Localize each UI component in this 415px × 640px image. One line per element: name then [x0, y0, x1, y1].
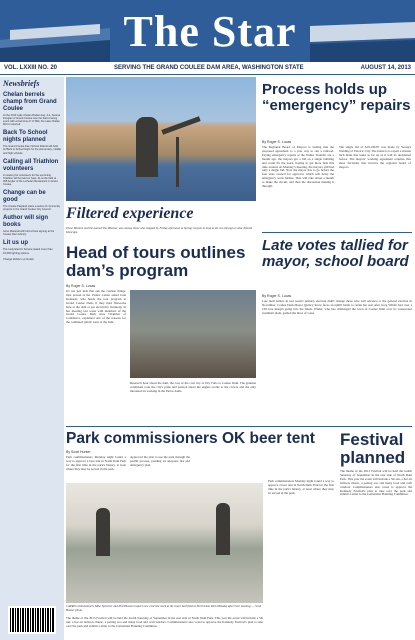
barcode: [8, 606, 56, 634]
volume-number: VOL. LXXIII NO. 20: [4, 65, 58, 71]
park-commissioners-headline: Park commissioners OK beer tent: [66, 430, 315, 447]
issue-date: AUGUST 14, 2013: [360, 65, 411, 71]
process-holds-body: The Regional Board of Mayors is feeling that the proposed agreement to a year way to run a railroad. Paying emergency repairs at the Dalles Transfer are a month ago, the mayors got a bid on a single building and could fix the work, hoping to get more bids this time around. At Monday’s meeting, the mayors still had only a single bid. Now the mayor has to go before the four state council for approval, which will delay the emergency work further. That will take about a month to make the circuit, and then the discussion making it through.: [262, 146, 334, 189]
brief-headline: Lit us up: [3, 240, 28, 247]
park-commissioners-byline: By Scott Hunter: [66, 450, 91, 454]
festival-body: The theme of the 2013 Festival will be held the fourth Saturday of September in the east side of North Dam Park. This year the event will include a 5K run, a hot air balloon, music, a petting zoo and many food and craft vendors. Commissioners also voted to approve the Kennedy Festival's plan to take over the park and submit a letter to the Centennial Planning Committee.: [340, 470, 412, 497]
commissioner-silhouette: [216, 503, 230, 555]
brief-text: The Grand Coulee Dam School District will hold its Back to School Night for the elementary, middle and high schools.: [3, 145, 61, 155]
brief-headline: Author will sign books: [3, 215, 48, 229]
tour-guide-photo: [130, 290, 256, 378]
process-holds-headline: Process holds up “emergency” repairs: [262, 81, 411, 114]
brief-text: The Coulee Playland starts a series of community projects in the Grand Coulee City Council.: [3, 205, 61, 212]
dam-illustration-left: [0, 0, 110, 62]
tagline: SERVING THE GRAND COULEE DAM AREA, WASHINGTON STATE: [113, 65, 304, 71]
divider: [262, 232, 412, 233]
ball-field-photo-caption: CAPRD commissioners Mike Sprecher and Phil Hanson inspect new concrete work at the lower ball field at North Dam Park Monday after their meeting. — Scott Hunter photo: [66, 605, 262, 612]
park-commissioners-body: Park commissioners Monday night found a way to approve a beer tent in North Dam Park for the first time in the park's history, at least where they may be served in the park.: [66, 456, 126, 471]
brief-text: The Lady Electric Service stated more than 10,000 lighting options.: [3, 248, 53, 255]
newspaper-title: The Star: [123, 7, 297, 56]
brief-text: At the 2013 Lake Chelan Rodeo Aug. 3-4, Serena Douglas of Grand Coulee won the barrel racing event with a final time of 17.804, the Lake Chelan Mirror reported.: [3, 114, 61, 127]
head-of-tours-body: It's not just kids that ask the craziest things. One person at the Visitor Center asked Joan Kennedy, who heads the tour program at Grand Coulee Dam, if they hold fireworks here at the dam or get electricity. Kennedy, in her meeting last week with members of the Grand Coulee Dam Area Chamber of Commerce, explained one of the reasons for the continued public tours at the dam.: [66, 290, 126, 325]
brief-text: Anne Marshall will hold a book signing at the Coulee Dam Library.: [3, 230, 55, 237]
brief-headline: Back To School nights planned: [3, 130, 48, 144]
newsbriefs-heading: Newsbriefs: [3, 79, 40, 88]
brief-headline: Change can be good: [3, 190, 46, 204]
brief-headline: Calling all Triathlon volunteers: [3, 158, 59, 172]
dam-illustration-right: [310, 0, 415, 62]
telescope-photo-caption: These Mission and the named The Mission, was among those who stopped by Friday afternoon at Spring Canyon to look at the sun through a solar filtered telescope.: [66, 227, 253, 234]
head-of-tours-headline: Head of tours outlines dam’s program: [66, 243, 246, 280]
brief-footer: Change delivers up broken: [3, 257, 35, 261]
commissioner-silhouette: [96, 508, 110, 556]
head-of-tours-byline: By Roger S. Lucas: [66, 284, 96, 288]
masthead: [0, 0, 415, 62]
newsbriefs-sidebar: [0, 77, 64, 640]
park-commissioners-body-more: The theme of the 2013 Festival will be held the fourth Saturday of September in the east side of North Dam Park. This year the event will include a 5K run, a hot air balloon, music, a petting zoo and many food and craft vendors. Commissioners also voted to approve the Kennedy Festival's plan to take over the park and submit a letter to the Centennial Planning Committee.: [66, 617, 263, 628]
brief-text: A meeting for volunteers for the upcoming Triathlon will be held on Sept. 21 at the field at 305 Angler of the Lutheran Restaurant in Grand Coulee.: [3, 173, 58, 186]
late-votes-body: Late mail ballots in last week's primary election didn't change those who will advance to the general election in November. Coulee Dam Mayor Quincy Snow faces an uphill battle to retain her seat after Greg Wilder had over a 100-vote margin going into the finals. Wilder, who has challenged the town of Coulee Dam over its wastewater treatment plant, gained the three of votes.: [262, 300, 412, 315]
park-commissioners-body-continued: Approved the plan to use the park through the permit process, pending an adequate fire and emergency plan.: [130, 456, 190, 467]
process-holds-body-continued: The single bid of $18,199.87 was made by Yeoug's Welding of Electric City. The intent is to repair a sixteen inch main that leaks as far up as it will its decimated before. The mayors' working agreement requires that most decisions that involve the regional board of mayors.: [339, 146, 411, 169]
ball-field-photo: [66, 483, 263, 603]
telescope-silhouette: [161, 116, 200, 134]
brief-headline: Chelan berrels champ from Grand Coulee: [3, 92, 57, 112]
late-votes-headline: Late votes tallied for mayor, school board: [262, 237, 409, 270]
dateline: [0, 63, 415, 75]
divider: [66, 426, 412, 427]
late-votes-byline: By Roger S. Lucas: [262, 294, 292, 298]
filtered-experience-headline: Filtered experience: [66, 205, 194, 222]
festival-headline: Festival planned: [340, 430, 406, 467]
tripod-silhouette: [176, 137, 179, 187]
process-holds-byline: By Roger S. Lucas: [262, 140, 292, 144]
head-of-tours-body-continued: Research hour about the dam, the cost of the coal city of Dry Falls to Coulee Dam. The genuine conditions took the city's pride and passion about the engine rooms to the crowd, and the only interested in working in the Pierce dams.: [130, 382, 256, 393]
person-silhouette: [136, 117, 158, 177]
telescope-photo: [66, 77, 256, 201]
park-commissioners-body-side: Park commissioners Monday night found a way to approve a beer tent in North Dam Park for the first time in the park's history, at least where they may be served in the park.: [268, 480, 334, 495]
